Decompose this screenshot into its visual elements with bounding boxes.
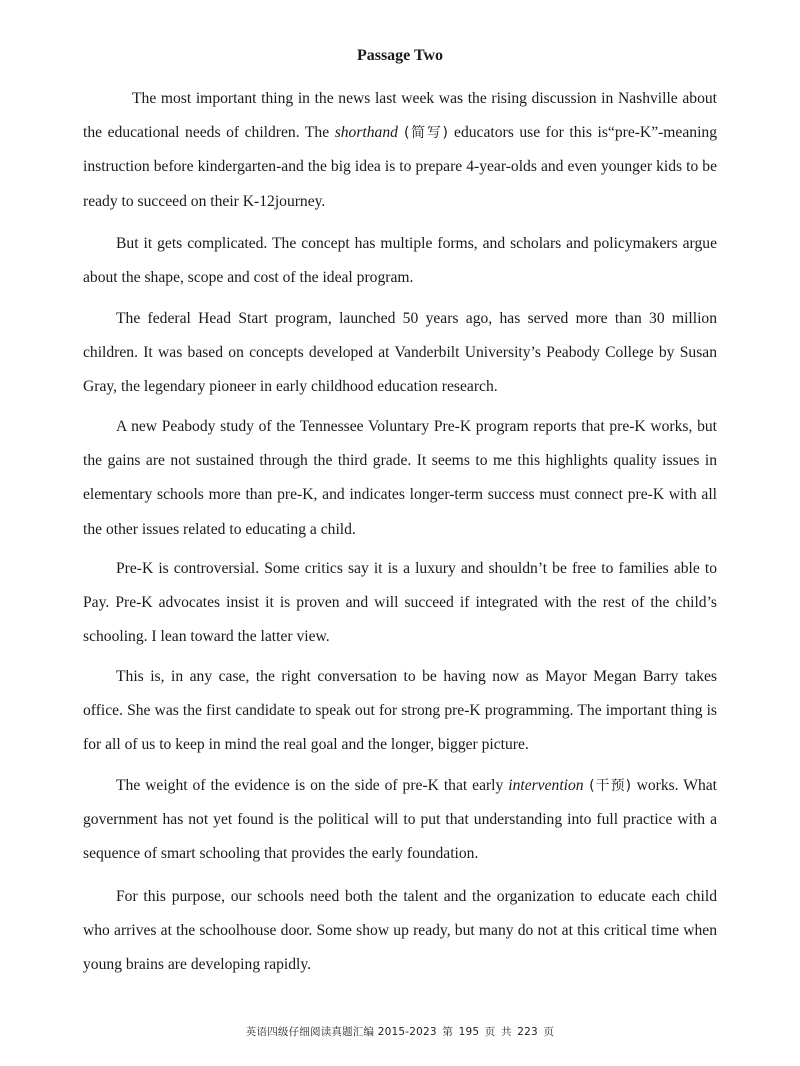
page-footer: 英语四级仔细阅读真题汇编 2015-2023 第 195 页 共 223 页	[245, 1026, 555, 1038]
paragraph-2: But it gets complicated. The concept has multiple forms, and scholars and policymakers argue about the shape, scope and cost of the ideal program.	[83, 235, 717, 287]
paragraph-4: A new Peabody study of the Tennessee Voluntary Pre-K program reports that pre-K works, but the gains are not sustained through the third grade. It seems to me this highlights quality issues in elementary schools more than pre-K, and indicates longer-term success must connect pre-K with all the other issues related to educating a child.	[83, 418, 717, 538]
key-term-shorthand: shorthand	[334, 124, 398, 142]
paragraph-7: The weight of the evidence is on the side of pre-K that early intervention (干预) works. What government has not yet found is the political will to put that understanding into full practice with a sequence of smart schooling that provides the early foundation.	[83, 777, 717, 863]
paragraph-1: The most important thing in the news last week was the rising discussion in Nashville about the educational needs of children. The shorthand (简写) educators use for this is“pre-K”-meaning instruction before kindergarten-and the big idea is to prepare 4-year-olds and even younger kids to be ready to succeed on their K-12journey.	[83, 90, 717, 210]
footer-page-number: 195	[458, 1026, 480, 1038]
paragraph-6: This is, in any case, the right conversation to be having now as Mayor Megan Barry takes office. She was the first candidate to speak out for strong pre-K programming. The important thing is for all of us to keep in mind the real goal and the longer, bigger picture.	[83, 668, 717, 754]
paragraph-5: Pre-K is controversial. Some critics say it is a luxury and shouldn’t be free to families able to Pay. Pre-K advocates insist it is proven and will succeed if integrated with the rest of the child’s schooling. I lean toward the latter view.	[83, 560, 717, 646]
chinese-gloss: (干预)	[583, 778, 637, 794]
passage-title: Passage Two	[356, 47, 444, 64]
paragraph-8: For this purpose, our schools need both the talent and the organization to educate each child who arrives at the schoolhouse door. Some show up ready, but many do not at this critical time when young brains are developing rapidly.	[83, 888, 717, 974]
key-term-intervention: intervention	[508, 777, 584, 794]
chinese-gloss: (简写)	[397, 125, 455, 142]
footer-total-pages: 223	[517, 1026, 538, 1038]
paragraph-3: The federal Head Start program, launched 50 years ago, has served more than 30 million children. It was based on concepts developed at Vanderbilt University’s Peabody College by Susan Gray, the legendary pioneer in early childhood education research.	[83, 310, 717, 396]
footer-book-title: 英语四级仔细阅读真题汇编 2015-2023	[245, 1026, 437, 1038]
